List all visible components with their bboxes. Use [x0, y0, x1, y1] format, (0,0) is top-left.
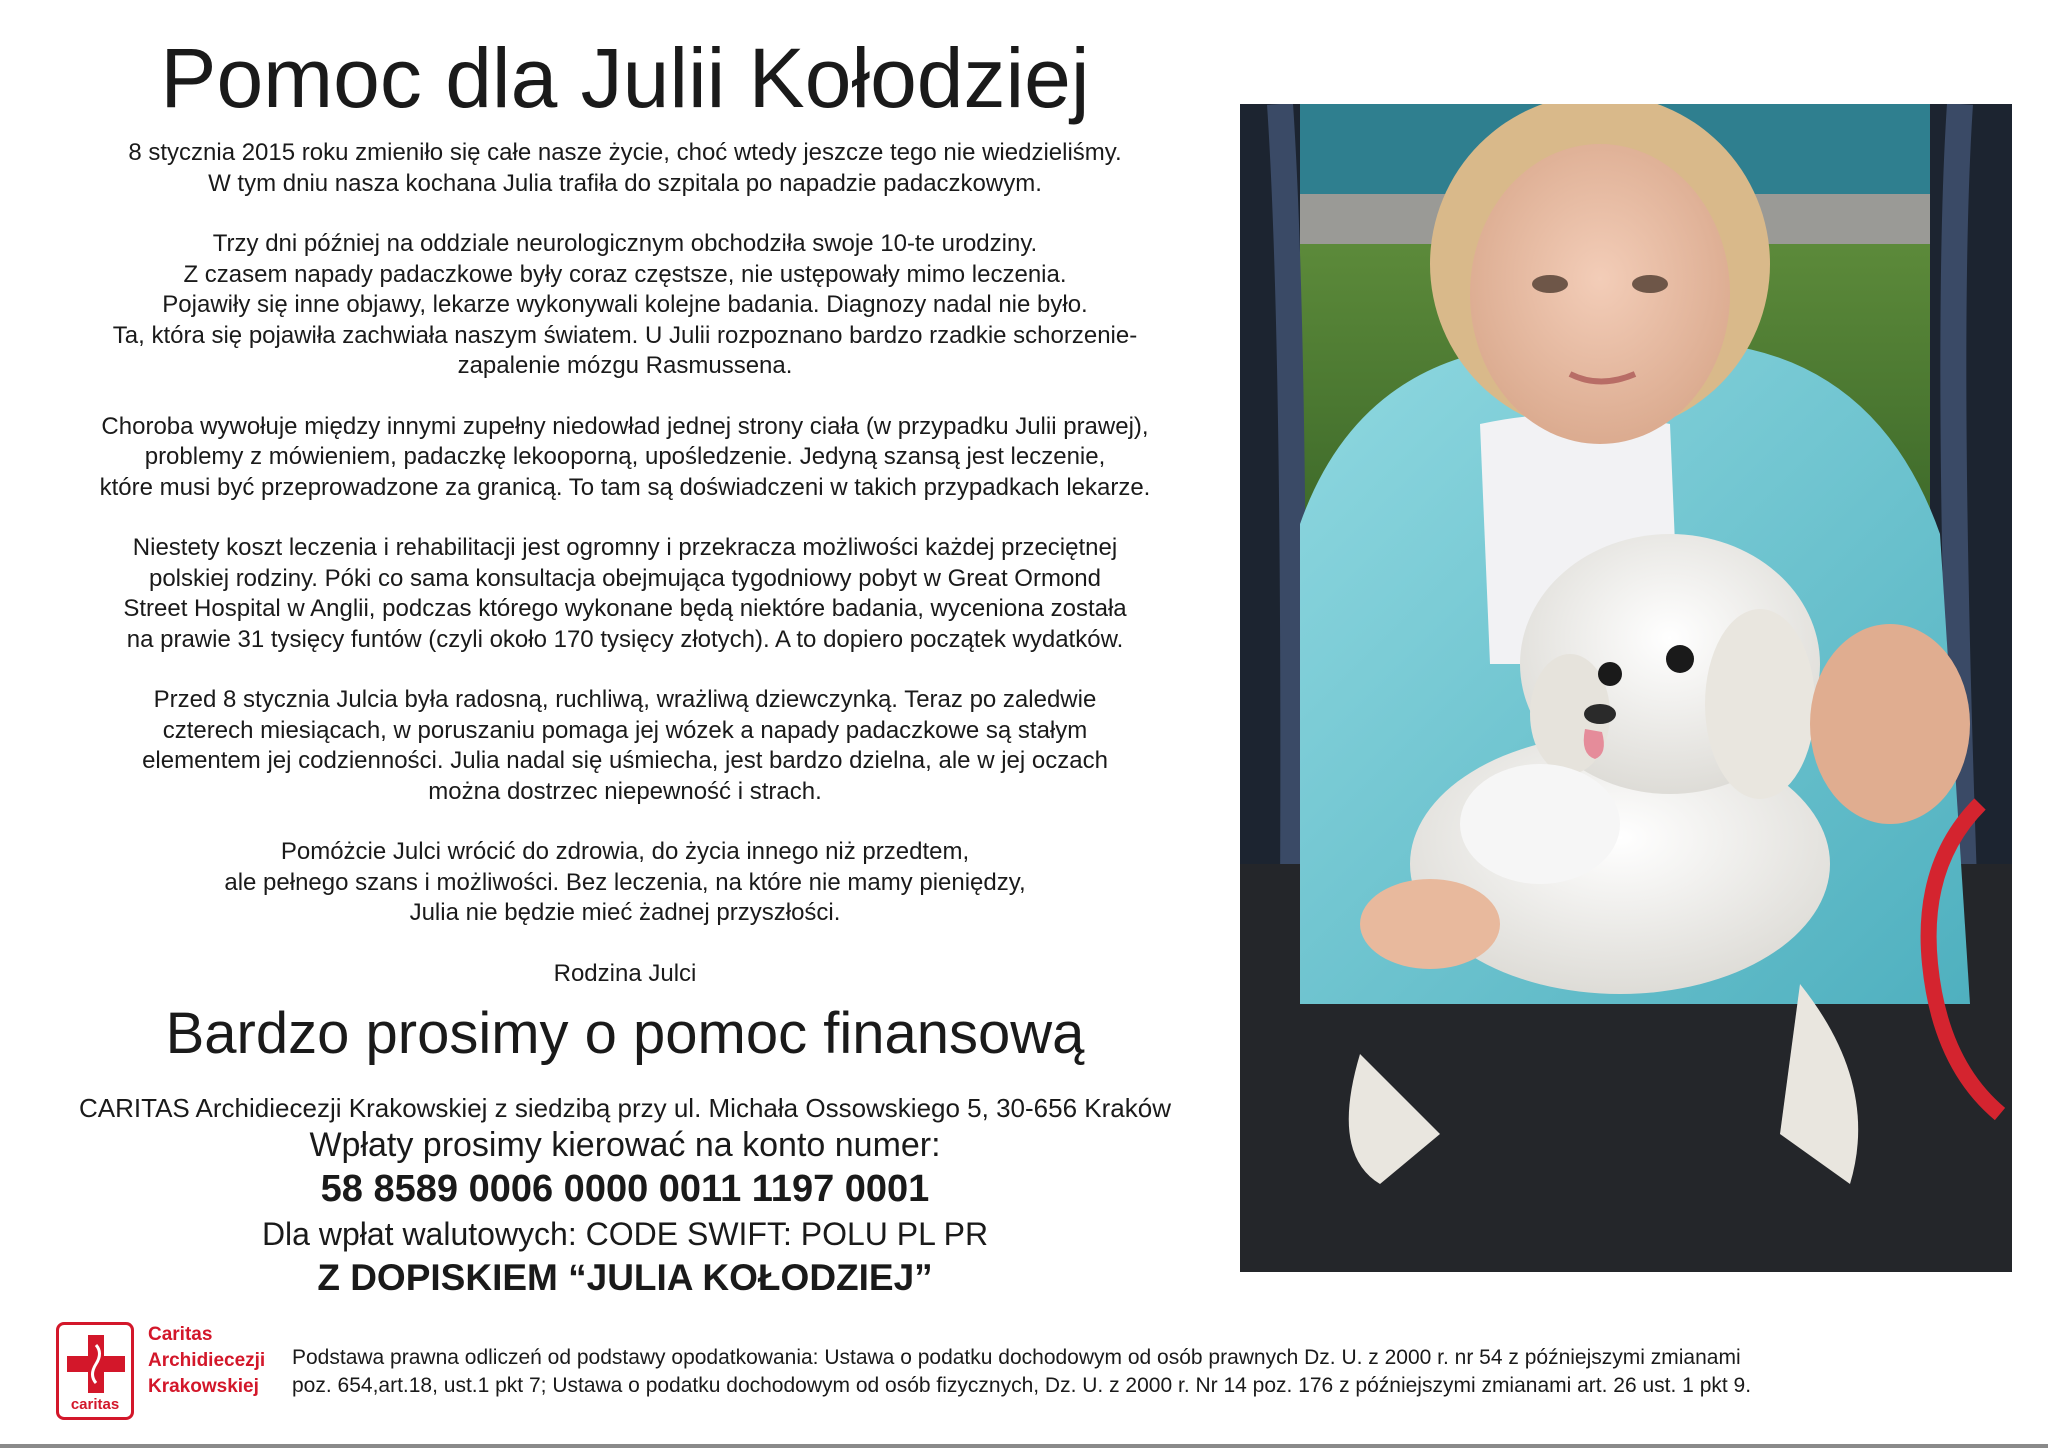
story-line: czterech miesiącach, w poruszaniu pomaga jej wózek a napady padaczkowe są stałym: [162, 716, 1088, 744]
story-paragraph: [30, 533, 1220, 655]
story-line: które musi być przeprowadzone za granicą. To tam są doświadczeni w takich przypadkach lekarze.: [99, 473, 1151, 501]
flyer-text-column: [30, 30, 1220, 1301]
story-line: problemy z mówieniem, padaczkę lekooporną, upośledzenie. Jedyną szansą jest leczenie,: [144, 443, 1106, 470]
story-line: Street Hospital w Anglii, podczas którego wykonane będą niektóre badania, wyceniona została: [123, 595, 1127, 622]
caritas-cross-icon: [65, 1333, 127, 1395]
story-line: ale pełnego szans i możliwości. Bez leczenia, na które nie mamy pieniędzy,: [224, 868, 1026, 896]
logo-box: [56, 1322, 134, 1420]
story-line: W tym dniu nasza kochana Julia trafiła do szpitala po napadzie padaczkowym.: [208, 169, 1042, 197]
account-number: 58 8589 0006 0000 0011 1197 0001: [320, 1167, 930, 1210]
story-paragraph: [30, 138, 1220, 199]
story-line: Choroba wywołuje między innymi zupełny niedowład jednej strony ciała (w przypadku Julii prawej),: [101, 412, 1149, 440]
photo-illustration: [1240, 104, 2012, 1272]
story-paragraph: [30, 229, 1220, 382]
account-label: Wpłaty prosimy kierować na konto numer:: [309, 1125, 941, 1164]
story-line: na prawie 31 tysięcy funtów (czyli około 170 tysięcy złotych). A to dopiero początek wydatków.: [126, 625, 1124, 653]
logo-word: Krakowskiej: [148, 1376, 259, 1397]
logo-words: [148, 1322, 265, 1400]
story-paragraph: [30, 685, 1220, 807]
transfer-note: Z DOPISKIEM “JULIA KOŁODZIEJ”: [317, 1256, 933, 1298]
story-line: Niestety koszt leczenia i rehabilitacji jest ogromny i przekracza możliwości każdej przeciętnej: [132, 534, 1118, 561]
story-line: można dostrzec niepewność i strach.: [428, 777, 822, 805]
story-line: Trzy dni później na oddziale neurologicznym obchodziła swoje 10-te urodziny.: [212, 230, 1038, 257]
bottom-border: [0, 1444, 2048, 1448]
story-paragraph: [30, 837, 1220, 929]
appeal-heading: Bardzo prosimy o pomoc finansową: [165, 1000, 1085, 1066]
story-line: Przed 8 stycznia Julcia była radosną, ruchliwą, wrażliwą dziewczynką. Teraz po zaledwie: [153, 686, 1097, 713]
story-line: Pojawiły się inne objawy, lekarze wykonywali kolejne badania. Diagnozy nadal nie było.: [162, 291, 1088, 318]
story-paragraph: [30, 412, 1220, 504]
logo-small-text: caritas: [70, 1396, 120, 1413]
story-line: 8 stycznia 2015 roku zmieniło się całe nasze życie, choć wtedy jeszcze tego nie wiedzieliśmy.: [128, 139, 1122, 166]
story-line: Julia nie będzie mieć żadnej przyszłości.: [409, 899, 841, 926]
swift-code: Dla wpłat walutowych: CODE SWIFT: POLU PL PR: [261, 1215, 989, 1252]
story-line: Z czasem napady padaczkowe były coraz częstsze, nie ustępowały mimo leczenia.: [183, 260, 1067, 288]
story-line: zapalenie mózgu Rasmussena.: [457, 352, 793, 379]
page-title: Pomoc dla Julii Kołodziej: [160, 31, 1090, 125]
caritas-logo: [56, 1318, 276, 1426]
signature: Rodzina Julci: [553, 959, 697, 987]
legal-basis-note: [292, 1344, 2012, 1400]
story-line: Ta, która się pojawiła zachwiała naszym światem. U Julii rozpoznano bardzo rzadkie schorzenie-: [112, 321, 1138, 349]
legal-line: Podstawa prawna odliczeń od podstawy opodatkowania: Ustawa o podatku dochodowym od osób prawnych Dz. U. z 2000 r. nr 54 z późniejszymi zmianami: [292, 1346, 1741, 1369]
story-line: polskiej rodziny. Póki co sama konsultacja obejmująca tygodniowy pobyt w Great Ormond: [148, 564, 1101, 592]
story-line: elementem jej codzienności. Julia nadal się uśmiecha, jest bardzo dzielna, ale w jej oczach: [142, 747, 1108, 774]
story-line: Pomóżcie Julci wrócić do zdrowia, do życia innego niż przedtem,: [280, 838, 970, 865]
legal-line: poz. 654,art.18, ust.1 pkt 7; Ustawa o podatku dochodowym od osób fizycznych, Dz. U. z 2000 r. Nr 14 poz. 176 z późniejszymi zmianami art. 26 ust. 1 pkt 9.: [292, 1374, 1752, 1397]
logo-word: Caritas: [148, 1324, 213, 1345]
story-text: [30, 138, 1220, 929]
logo-word: Archidiecezji: [148, 1350, 266, 1371]
caritas-address: CARITAS Archidiecezji Krakowskiej z siedzibą przy ul. Michała Ossowskiego 5, 30-656 Kraków: [79, 1092, 1171, 1123]
photo-girl-with-dog: [1240, 104, 2012, 1272]
